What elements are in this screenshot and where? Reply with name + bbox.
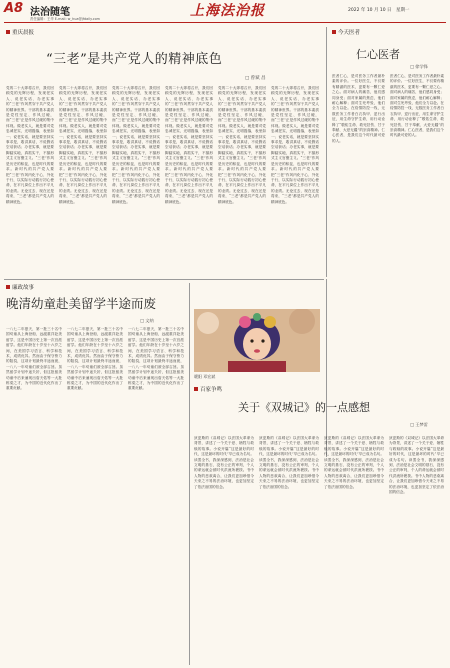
body-article1-col4: 党的二十大即将召开，我们回顾党的光辉历程，发现老实人、说老实话、办老实事的“三老”作风贯穿于共产党人的精神世界。干部的基本素质是党性坚定、作风过硬，而“三老”正是作风过硬的集中体现。做老实人，就是要对党忠诚老实，光明磊落，表里如一；说老实话，就是要坚持实事求是，敢讲真话，不说假话空话套话；办老实事，就是要脚踏实地，真抓实干，不搞形式主义官僚主义。“三老”作风是历史的积淀，也是时代的要求。新时代的共产党人要把“三老”作风内化于心、外化于行，以实际行动践行初心使命，在平凡岗位上作出不平凡的业绩。无论过去、现在还是将来，“三老”都是共产党人的精神底色。 [165,86,213,204]
section-tag-article3 [6,283,34,291]
body-article4-col1: 狄更斯的《双城记》以法国大革命为背景，讲述了一个关于爱、牺牲与救赎的故事。小说开篇“这是最好的时代，这是最坏的时代”早已成为名句。读罢全书，我深深感到，法治是社会文明的基石，没有公正的审判，个人的命运就会被时代洪流所裹挟。书中人物的悲欢离合，让我们更加珍惜今天来之不易的法治环境，也更加坚定了依法治国的信念。 [194,436,254,489]
byline-article3: □ 文纳 [140,318,154,323]
headline-article3: 晚清幼童赴美留学半途而废 [6,296,157,311]
tag-label: 廉政故事 [12,285,35,291]
section-divider [4,279,324,280]
tag-label: 今天医者 [338,30,361,36]
page-number: A8 [4,1,24,16]
headline-article1: “三老”是共产党人的精神底色 [46,52,223,67]
body-article3-col3: 一八七二年夏天，第一批三十名中国幼童从上海登船，远渡重洋赴美留学，这是中国历史上第一次官派留学。他们年龄在十岁至十六岁之间，在美国学习语言、科学和技术，成绩优异。然而由于保守势力的阻挠，这项计划最终半途而废，一八八一年幼童们被全部召回。虽然留学计划中途夭折，但这批留美幼童中后来涌现出詹天佑等一大批栋梁之才，为中国的近代化作出了重要贡献。 [128,327,184,391]
body-article4-col3: 狄更斯的《双城记》以法国大革命为背景，讲述了一个关于爱、牺牲与救赎的故事。小说开篇“这是最好的时代，这是最坏的时代”早已成为名句。读罢全书，我深深感到，法治是社会文明的基石，没有公正的审判，个人的命运就会被时代洪流所裹挟。书中人物的悲欢离合，让我们更加珍惜今天来之不易的法治环境，也更加坚定了依法治国的信念。 [324,436,384,489]
byline-article4: □ 王梦雷 [410,422,428,427]
body-article4-col4: 狄更斯的《双城记》以法国大革命为背景，讲述了一个关于爱、牺牲与救赎的故事。小说开篇“这是最好的时代，这是最坏的时代”早已成为名句。读罢全书，我深深感到，法治是社会文明的基石，没有公正的审判，个人的命运就会被时代洪流所裹挟。书中人物的悲欢离合，让我们更加珍惜今天来之不易的法治环境，也更加坚定了依法治国的信念。 [389,436,444,495]
tag-label: 百家争鸣 [200,387,223,393]
section-tag-article1 [6,28,34,36]
tag-marker-icon [6,285,10,289]
masthead-rule [4,22,446,23]
body-article4-col2: 狄更斯的《双城记》以法国大革命为背景，讲述了一个关于爱、牺牲与救赎的故事。小说开篇“这是最好的时代，这是最坏的时代”早已成为名句。读罢全书，我深深感到，法治是社会文明的基石，没有公正的审判，个人的命运就会被时代洪流所裹挟。书中人物的悲欢离合，让我们更加珍惜今天来之不易的法治环境，也更加坚定了依法治国的信念。 [259,436,319,489]
column-divider [189,283,190,665]
headline-article4: 关于《双城记》的一点感想 [238,401,370,414]
tag-marker-icon [194,387,198,391]
byline-article2: □ 徐学锋 [410,64,428,69]
byline-article1: □ 曾斌 昌 [245,76,266,81]
section-tag-article2 [332,28,360,36]
body-article1-col6: 党的二十大即将召开，我们回顾党的光辉历程，发现老实人、说老实话、办老实事的“三老”作风贯穿于共产党人的精神世界。干部的基本素质是党性坚定、作风过硬，而“三老”正是作风过硬的集中体现。做老实人，就是要对党忠诚老实，光明磊落，表里如一；说老实话，就是要坚持实事求是，敢讲真话，不说假话空话套话；办老实事，就是要脚踏实地，真抓实干，不搞形式主义官僚主义。“三老”作风是历史的积淀，也是时代的要求。新时代的共产党人要把“三老”作风内化于心、外化于行，以实际行动践行初心使命，在平凡岗位上作出不平凡的业绩。无论过去、现在还是将来，“三老”都是共产党人的精神底色。 [271,86,319,204]
body-article2-col1: 医者仁心，是对医务工作者最朴素的评价。一位好医生，不仅要有精湛的医术，更要有一颗仁爱之心。面对病人的痛苦，他们感同身受；面对家属的焦虑，他们耐心解释；面对生死考验，他们全力以赴。在疫情防控一线，无数医务工作者白衣执甲、逆行出征，用生命守护生命，用行动诠释了“敬佑生命、救死扶伤、甘于奉献、大爱无疆”的崇高精神。仁心医者，是我们这个时代最可爱的人。 [332,74,385,143]
photo-frame [194,309,320,372]
photo-caption: 暖阳 邓宏斌 [194,374,216,379]
body-article1-col2: 党的二十大即将召开，我们回顾党的光辉历程，发现老实人、说老实话、办老实事的“三老”作风贯穿于共产党人的精神世界。干部的基本素质是党性坚定、作风过硬，而“三老”正是作风过硬的集中体现。做老实人，就是要对党忠诚老实，光明磊落，表里如一；说老实话，就是要坚持实事求是，敢讲真话，不说假话空话套话；办老实事，就是要脚踏实地，真抓实干，不搞形式主义官僚主义。“三老”作风是历史的积淀，也是时代的要求。新时代的共产党人要把“三老”作风内化于心、外化于行，以实际行动践行初心使命，在平凡岗位上作出不平凡的业绩。无论过去、现在还是将来，“三老”都是共产党人的精神底色。 [59,86,107,204]
body-article1-col3: 党的二十大即将召开，我们回顾党的光辉历程，发现老实人、说老实话、办老实事的“三老”作风贯穿于共产党人的精神世界。干部的基本素质是党性坚定、作风过硬，而“三老”正是作风过硬的集中体现。做老实人，就是要对党忠诚老实，光明磊落，表里如一；说老实话，就是要坚持实事求是，敢讲真话，不说假话空话套话；办老实事，就是要脚踏实地，真抓实干，不搞形式主义官僚主义。“三老”作风是历史的积淀，也是时代的要求。新时代的共产党人要把“三老”作风内化于心、外化于行，以实际行动践行初心使命，在平凡岗位上作出不平凡的业绩。无论过去、现在还是将来，“三老”都是共产党人的精神底色。 [112,86,160,204]
tag-marker-icon [332,30,336,34]
headline-article2: 仁心医者 [356,48,400,61]
date-line: 2022 年 10 月 10 日 星期一 [348,8,410,13]
child-photo-image [194,309,320,372]
body-article3-col1: 一八七二年夏天，第一批三十名中国幼童从上海登船，远渡重洋赴美留学，这是中国历史上第一次官派留学。他们年龄在十岁至十六岁之间，在美国学习语言、科学和技术，成绩优异。然而由于保守势力的阻挠，这项计划最终半途而废，一八八一年幼童们被全部召回。虽然留学计划中途夭折，但这批留美幼童中后来涌现出詹天佑等一大批栋梁之才，为中国的近代化作出了重要贡献。 [6,327,62,391]
body-article2-col2: 医者仁心，是对医务工作者最朴素的评价。一位好医生，不仅要有精湛的医术，更要有一颗仁爱之心。面对病人的痛苦，他们感同身受；面对家属的焦虑，他们耐心解释；面对生死考验，他们全力以赴。在疫情防控一线，无数医务工作者白衣执甲、逆行出征，用生命守护生命，用行动诠释了“敬佑生命、救死扶伤、甘于奉献、大爱无疆”的崇高精神。仁心医者，是我们这个时代最可爱的人。 [390,74,444,138]
newspaper-logo: 上海法治报 [190,3,265,19]
column-divider [326,279,327,457]
body-article1-col5: 党的二十大即将召开，我们回顾党的光辉历程，发现老实人、说老实话、办老实事的“三老”作风贯穿于共产党人的精神世界。干部的基本素质是党性坚定、作风过硬，而“三老”正是作风过硬的集中体现。做老实人，就是要对党忠诚老实，光明磊落，表里如一；说老实话，就是要坚持实事求是，敢讲真话，不说假话空话套话；办老实事，就是要脚踏实地，真抓实干，不搞形式主义官僚主义。“三老”作风是历史的积淀，也是时代的要求。新时代的共产党人要把“三老”作风内化于心、外化于行，以实际行动践行初心使命，在平凡岗位上作出不平凡的业绩。无论过去、现在还是将来，“三老”都是共产党人的精神底色。 [218,86,266,204]
section-title: 法治随笔 [30,7,70,18]
editor-line: 责任编辑：王华 E-mail: w_hua@jfdaily.com [30,17,100,21]
tag-marker-icon [6,30,10,34]
column-divider [326,27,327,277]
section-tag-article4 [194,385,222,393]
body-article1-col1: 党的二十大即将召开，我们回顾党的光辉历程，发现老实人、说老实话、办老实事的“三老”作风贯穿于共产党人的精神世界。干部的基本素质是党性坚定、作风过硬，而“三老”正是作风过硬的集中体现。做老实人，就是要对党忠诚老实，光明磊落，表里如一；说老实话，就是要坚持实事求是，敢讲真话，不说假话空话套话；办老实事，就是要脚踏实地，真抓实干，不搞形式主义官僚主义。“三老”作风是历史的积淀，也是时代的要求。新时代的共产党人要把“三老”作风内化于心、外化于行，以实际行动践行初心使命，在平凡岗位上作出不平凡的业绩。无论过去、现在还是将来，“三老”都是共产党人的精神底色。 [6,86,54,204]
tag-label: 重庆晨报 [12,30,35,36]
body-article3-col2: 一八七二年夏天，第一批三十名中国幼童从上海登船，远渡重洋赴美留学，这是中国历史上第一次官派留学。他们年龄在十岁至十六岁之间，在美国学习语言、科学和技术，成绩优异。然而由于保守势力的阻挠，这项计划最终半途而废，一八八一年幼童们被全部召回。虽然留学计划中途夭折，但这批留美幼童中后来涌现出詹天佑等一大批栋梁之才，为中国的近代化作出了重要贡献。 [67,327,123,391]
